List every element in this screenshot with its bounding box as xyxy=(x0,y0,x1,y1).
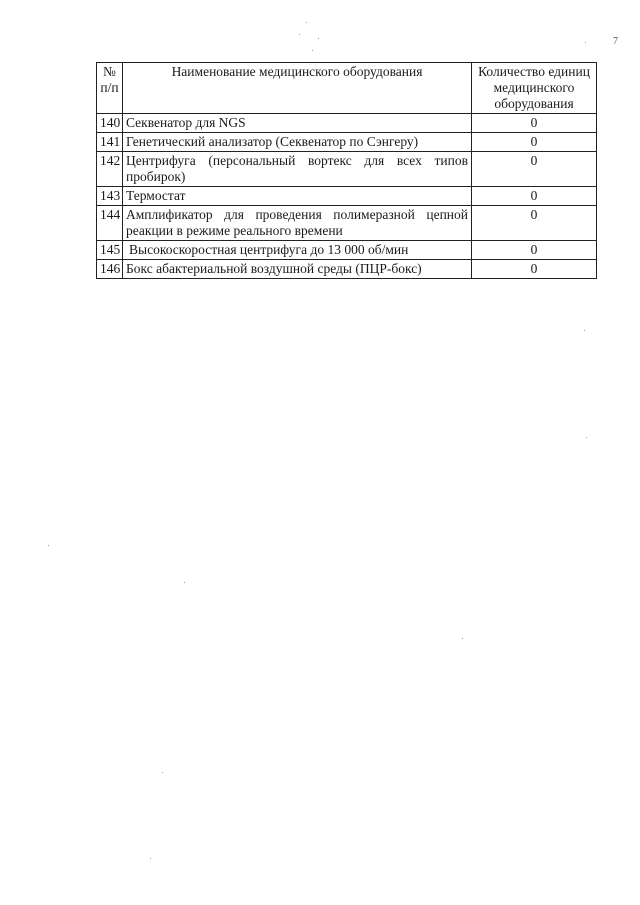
table-row xyxy=(97,133,597,152)
row-quantity: 0 xyxy=(472,241,597,260)
equipment-table xyxy=(96,62,597,279)
row-number: 142 xyxy=(97,152,123,187)
scan-speck xyxy=(299,34,300,35)
row-equipment-name: Термостат xyxy=(123,187,472,206)
scan-speck xyxy=(162,772,163,773)
table-row xyxy=(97,152,597,187)
row-quantity: 0 xyxy=(472,260,597,279)
row-quantity: 0 xyxy=(472,206,597,241)
table-header-row xyxy=(97,63,597,114)
row-number: 146 xyxy=(97,260,123,279)
row-number: 143 xyxy=(97,187,123,206)
scan-speck xyxy=(150,858,151,859)
row-equipment-name: Бокс абактериальной воздушной среды (ПЦР-бокс) xyxy=(123,260,472,279)
row-equipment-name: Генетический анализатор (Секвенатор по Сэнгеру) xyxy=(123,133,472,152)
page-number: 7 xyxy=(613,36,618,47)
scan-speck xyxy=(184,582,185,583)
scan-speck xyxy=(586,437,587,438)
scan-speck xyxy=(584,330,585,331)
row-equipment-name: Амплификатор для проведения полимеразной цепной реакции в режиме реального времени xyxy=(123,206,472,241)
header-number: № п/п xyxy=(97,63,123,114)
row-number: 144 xyxy=(97,206,123,241)
scan-speck xyxy=(318,38,319,39)
row-quantity: 0 xyxy=(472,152,597,187)
scan-speck xyxy=(462,638,463,639)
header-quantity: Количество единиц медицинского оборудования xyxy=(472,63,597,114)
scan-speck xyxy=(48,545,49,546)
scan-speck xyxy=(312,50,313,51)
table-row xyxy=(97,114,597,133)
row-equipment-name: Секвенатор для NGS xyxy=(123,114,472,133)
row-number: 140 xyxy=(97,114,123,133)
table-row xyxy=(97,187,597,206)
scan-speck xyxy=(585,42,586,43)
table-row xyxy=(97,260,597,279)
row-quantity: 0 xyxy=(472,114,597,133)
row-equipment-name: Высокоскоростная центрифуга до 13 000 об/мин xyxy=(123,241,472,260)
row-number: 145 xyxy=(97,241,123,260)
row-equipment-name: Центрифуга (персональный вортекс для всех типов пробирок) xyxy=(123,152,472,187)
row-number: 141 xyxy=(97,133,123,152)
header-equipment-name: Наименование медицинского оборудования xyxy=(123,63,472,114)
scan-speck xyxy=(306,22,307,23)
row-quantity: 0 xyxy=(472,133,597,152)
table-row xyxy=(97,206,597,241)
row-quantity: 0 xyxy=(472,187,597,206)
table-row xyxy=(97,241,597,260)
